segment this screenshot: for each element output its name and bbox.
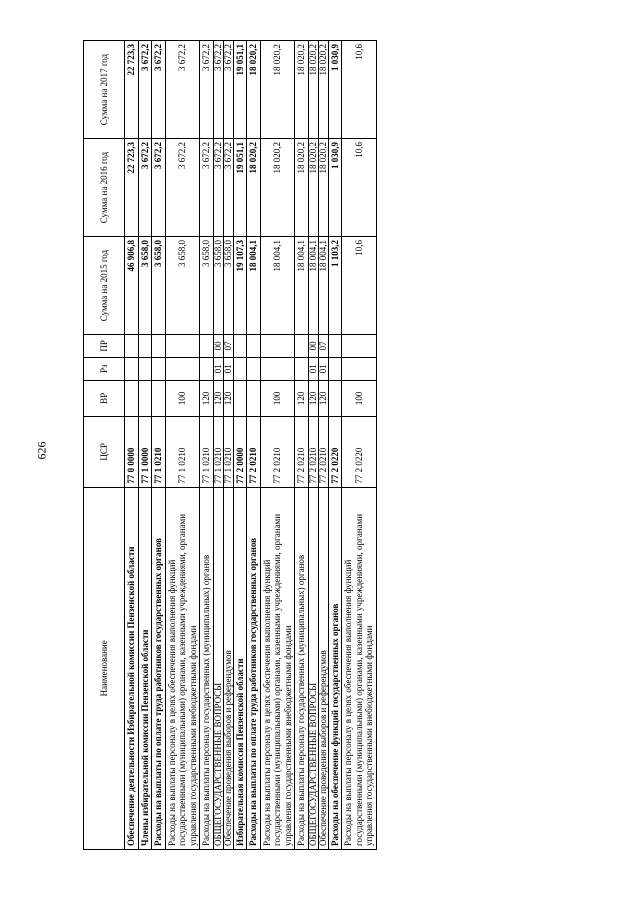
cell-pr: 00 <box>308 335 318 358</box>
cell-name: Расходы на выплаты персоналу в целях обеспечения выполнения функций государственными (муниципальными) органами, казенными учреждениями, органами управления государственными внебюджетными фондами <box>165 487 200 849</box>
cell-name: Расходы на выплаты персоналу государственных (муниципальных) органов <box>295 487 309 849</box>
cell-rz: 01 <box>318 357 328 380</box>
cell-pr <box>200 335 214 358</box>
cell-csr: 77 2 0000 <box>233 417 247 488</box>
table-row <box>223 41 233 850</box>
table-row <box>328 41 342 850</box>
cell-rz <box>328 357 342 380</box>
header-rz: Рз <box>84 357 125 380</box>
header-csr: ЦСР <box>84 417 125 488</box>
table-body <box>125 41 377 850</box>
cell-y2015: 3 658,0 <box>165 237 200 335</box>
cell-rz <box>233 357 247 380</box>
cell-y2017: 3 672,2 <box>165 41 200 139</box>
cell-pr <box>260 335 295 358</box>
cell-y2017: 10,6 <box>342 41 377 139</box>
cell-name: Расходы на выплаты по оплате труда работников государственных органов <box>247 487 261 849</box>
cell-name: Обеспечение проведения выборов и референдумов <box>318 487 328 849</box>
cell-name: Обеспечение деятельности Избирательной комиссии Пензенской области <box>125 487 139 849</box>
cell-rz <box>295 357 309 380</box>
cell-y2016: 18 020,2 <box>318 139 328 237</box>
cell-name: Члены избирательной комиссии Пензенской области <box>138 487 152 849</box>
cell-vr: 100 <box>165 380 200 416</box>
cell-name: Избирательная комиссия Пензенской области <box>233 487 247 849</box>
cell-y2017: 22 723,3 <box>125 41 139 139</box>
cell-vr <box>233 380 247 416</box>
cell-y2015: 18 004,1 <box>247 237 261 335</box>
table-row <box>342 41 377 850</box>
cell-y2016: 3 672,2 <box>138 139 152 237</box>
cell-pr <box>125 335 139 358</box>
cell-y2017: 18 020,2 <box>247 41 261 139</box>
table-row <box>200 41 214 850</box>
cell-y2015: 18 004,1 <box>308 237 318 335</box>
cell-csr: 77 2 0210 <box>318 417 328 488</box>
table-row <box>295 41 309 850</box>
cell-vr: 120 <box>295 380 309 416</box>
cell-csr: 77 2 0210 <box>295 417 309 488</box>
cell-csr: 77 2 0220 <box>342 417 377 488</box>
cell-pr <box>295 335 309 358</box>
cell-vr: 100 <box>260 380 295 416</box>
cell-rz: 01 <box>213 357 223 380</box>
cell-rz <box>138 357 152 380</box>
cell-pr <box>247 335 261 358</box>
cell-pr <box>165 335 200 358</box>
cell-y2016: 3 672,2 <box>223 139 233 237</box>
cell-y2017: 3 672,2 <box>152 41 166 139</box>
header-sum-2017: Сумма на 2017 год <box>84 41 125 139</box>
cell-y2016: 3 672,2 <box>200 139 214 237</box>
cell-pr <box>233 335 247 358</box>
cell-name: Расходы на выплаты персоналу государственных (муниципальных) органов <box>200 487 214 849</box>
cell-y2017: 3 672,2 <box>200 41 214 139</box>
cell-y2017: 3 672,2 <box>138 41 152 139</box>
cell-csr: 77 1 0000 <box>138 417 152 488</box>
cell-csr: 77 1 0210 <box>200 417 214 488</box>
cell-rz: 01 <box>308 357 318 380</box>
page-number: 626 <box>34 441 49 460</box>
cell-y2015: 10,6 <box>342 237 377 335</box>
cell-vr <box>152 380 166 416</box>
cell-y2015: 3 658,0 <box>223 237 233 335</box>
cell-pr: 07 <box>223 335 233 358</box>
table-row <box>213 41 223 850</box>
cell-y2016: 19 051,1 <box>233 139 247 237</box>
cell-rz <box>165 357 200 380</box>
cell-vr <box>138 380 152 416</box>
table-row <box>308 41 318 850</box>
cell-vr <box>328 380 342 416</box>
cell-rz <box>200 357 214 380</box>
cell-csr: 77 1 0210 <box>152 417 166 488</box>
cell-y2017: 3 672,2 <box>223 41 233 139</box>
cell-csr: 77 2 0220 <box>328 417 342 488</box>
cell-name: Расходы на обеспечение функций государственных органов <box>328 487 342 849</box>
cell-name: Расходы на выплаты по оплате труда работников государственных органов <box>152 487 166 849</box>
cell-csr: 77 2 0210 <box>308 417 318 488</box>
cell-y2017: 18 020,2 <box>260 41 295 139</box>
cell-pr <box>138 335 152 358</box>
cell-y2016: 18 020,2 <box>260 139 295 237</box>
cell-y2017: 1 030,9 <box>328 41 342 139</box>
cell-vr: 120 <box>308 380 318 416</box>
cell-csr: 77 1 0210 <box>223 417 233 488</box>
cell-csr: 77 1 0210 <box>213 417 223 488</box>
cell-csr: 77 1 0210 <box>165 417 200 488</box>
cell-csr: 77 2 0210 <box>260 417 295 488</box>
cell-y2015: 1 103,2 <box>328 237 342 335</box>
cell-pr <box>152 335 166 358</box>
cell-rz <box>247 357 261 380</box>
budget-table <box>83 40 377 850</box>
cell-y2016: 18 020,2 <box>308 139 318 237</box>
cell-rz <box>125 357 139 380</box>
cell-rz <box>260 357 295 380</box>
table-row <box>165 41 200 850</box>
cell-y2016: 1 030,9 <box>328 139 342 237</box>
cell-y2015: 3 658,0 <box>213 237 223 335</box>
cell-rz <box>152 357 166 380</box>
cell-y2015: 3 658,0 <box>200 237 214 335</box>
header-name: Наименование <box>84 487 125 849</box>
cell-y2016: 3 672,2 <box>213 139 223 237</box>
cell-y2017: 18 020,2 <box>295 41 309 139</box>
cell-y2017: 18 020,2 <box>308 41 318 139</box>
table-row <box>318 41 328 850</box>
cell-y2016: 3 672,2 <box>165 139 200 237</box>
cell-vr <box>247 380 261 416</box>
table-header-row <box>84 41 125 850</box>
cell-csr: 77 2 0210 <box>247 417 261 488</box>
cell-name: Расходы на выплаты персоналу в целях обеспечения выполнения функций государственными (муниципальными) органами, казенными учреждениями, органами управления государственными внебюджетными фондами <box>260 487 295 849</box>
cell-csr: 77 0 0000 <box>125 417 139 488</box>
cell-y2015: 19 107,3 <box>233 237 247 335</box>
cell-y2015: 46 906,8 <box>125 237 139 335</box>
cell-pr: 00 <box>213 335 223 358</box>
cell-y2016: 22 723,3 <box>125 139 139 237</box>
cell-y2015: 18 004,1 <box>260 237 295 335</box>
cell-name: Расходы на выплаты персоналу в целях обеспечения выполнения функций государственными (муниципальными) органами, казенными учреждениями, органами управления государственными внебюджетными фондами <box>342 487 377 849</box>
cell-vr: 120 <box>318 380 328 416</box>
table-row <box>247 41 261 850</box>
cell-y2016: 18 020,2 <box>247 139 261 237</box>
header-vr: ВР <box>84 380 125 416</box>
rotated-table-container <box>83 40 548 850</box>
cell-name: ОБЩЕГОСУДАРСТВЕННЫЕ ВОПРОСЫ <box>308 487 318 849</box>
cell-pr <box>342 335 377 358</box>
table-row <box>138 41 152 850</box>
cell-y2016: 3 672,2 <box>152 139 166 237</box>
cell-pr <box>328 335 342 358</box>
cell-vr: 120 <box>213 380 223 416</box>
table-row <box>260 41 295 850</box>
table-row <box>152 41 166 850</box>
cell-rz: 01 <box>223 357 233 380</box>
table-row <box>125 41 139 850</box>
cell-y2016: 10,6 <box>342 139 377 237</box>
table-row <box>233 41 247 850</box>
header-sum-2015: Сумма на 2015 год <box>84 237 125 335</box>
cell-name: Обеспечение проведения выборов и референдумов <box>223 487 233 849</box>
cell-y2015: 18 004,1 <box>318 237 328 335</box>
cell-y2016: 18 020,2 <box>295 139 309 237</box>
cell-pr: 07 <box>318 335 328 358</box>
cell-y2015: 3 658,0 <box>152 237 166 335</box>
cell-vr: 120 <box>223 380 233 416</box>
cell-y2015: 3 658,0 <box>138 237 152 335</box>
cell-rz <box>342 357 377 380</box>
cell-vr: 100 <box>342 380 377 416</box>
cell-vr <box>125 380 139 416</box>
cell-name: ОБЩЕГОСУДАРСТВЕННЫЕ ВОПРОСЫ <box>213 487 223 849</box>
cell-y2017: 18 020,2 <box>318 41 328 139</box>
header-sum-2016: Сумма на 2016 год <box>84 139 125 237</box>
header-pr: ПР <box>84 335 125 358</box>
cell-vr: 120 <box>200 380 214 416</box>
cell-y2017: 19 051,1 <box>233 41 247 139</box>
cell-y2015: 18 004,1 <box>295 237 309 335</box>
cell-y2017: 3 672,2 <box>213 41 223 139</box>
